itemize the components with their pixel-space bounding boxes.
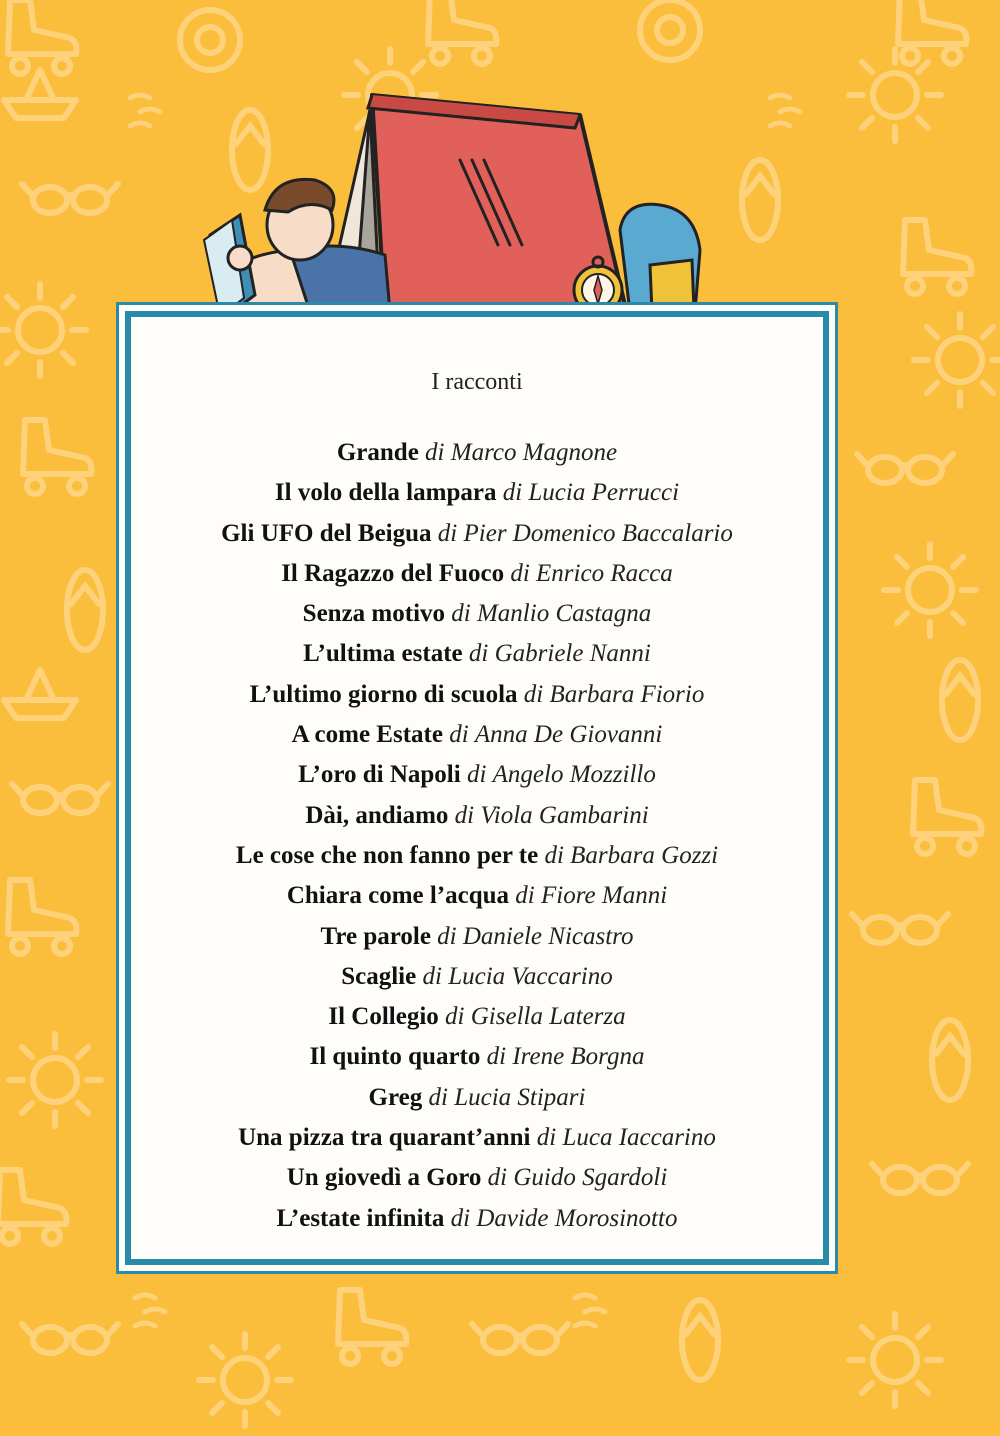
story-author: Barbara Gozzi (570, 841, 719, 869)
story-entry (119, 514, 835, 554)
story-title: Il Ragazzo del Fuoco (281, 559, 505, 587)
story-author: Guido Sgardoli (513, 1164, 668, 1192)
story-title: A come Estate (291, 721, 443, 749)
author-prefix: di (523, 680, 544, 708)
author-prefix: di (487, 1164, 508, 1192)
story-title: L’estate infinita (276, 1204, 445, 1232)
author-prefix: di (486, 1043, 507, 1071)
story-title: Il Collegio (328, 1003, 439, 1031)
story-author: Davide Morosinotto (476, 1204, 678, 1232)
story-title: Greg (368, 1083, 423, 1111)
story-title: Le cose che non fanno per te (235, 841, 539, 869)
author-prefix: di (450, 1204, 471, 1232)
author-prefix: di (449, 721, 469, 749)
author-prefix: di (515, 882, 535, 910)
story-entry (119, 554, 835, 594)
story-entry (119, 675, 835, 715)
author-prefix: di (428, 1083, 448, 1111)
story-entry (119, 634, 835, 674)
story-entry (119, 957, 835, 997)
section-heading: I racconti (431, 369, 523, 395)
story-author: Angelo Mozzillo (492, 761, 656, 789)
author-prefix: di (502, 479, 523, 507)
story-entry (119, 997, 835, 1037)
author-prefix: di (451, 600, 471, 628)
author-prefix: di (544, 841, 564, 869)
story-title: Il volo della lampara (274, 479, 497, 507)
story-title: Dài, andiamo (305, 801, 449, 829)
author-prefix: di (466, 761, 487, 789)
author-prefix: di (445, 1003, 465, 1031)
story-author: Lucia Vaccarino (448, 962, 613, 990)
story-title: Un giovedì a Goro (286, 1164, 482, 1192)
story-title: Il quinto quarto (309, 1043, 481, 1071)
story-author: Fiore Manni (541, 882, 668, 910)
author-prefix: di (536, 1124, 557, 1152)
story-author: Gisella Laterza (470, 1003, 626, 1031)
story-title: Senza motivo (302, 600, 446, 628)
story-title: Una pizza tra quarant’anni (238, 1124, 531, 1152)
story-list (119, 433, 835, 1239)
story-entry (119, 1118, 835, 1158)
story-entry (119, 1037, 835, 1077)
story-title: Chiara come l’acqua (286, 882, 510, 910)
reading-kid-tent-illustration (180, 80, 740, 330)
story-author: Barbara Fiorio (549, 680, 705, 708)
story-entry (119, 594, 835, 634)
story-entry (119, 876, 835, 916)
story-author: Pier Domenico Baccalario (463, 519, 733, 547)
story-author: Manlio Castagna (476, 600, 652, 628)
story-entry (119, 836, 835, 876)
author-prefix: di (468, 640, 489, 668)
story-entry (119, 796, 835, 836)
author-prefix: di (437, 519, 458, 547)
story-entry (119, 473, 835, 513)
story-title: Tre parole (320, 922, 431, 950)
story-author: Lucia Stipari (454, 1083, 586, 1111)
story-entry (119, 433, 835, 473)
story-title: L’ultima estate (303, 640, 463, 668)
author-prefix: di (454, 801, 475, 829)
table-of-contents-card (116, 302, 838, 1274)
story-author: Lucia Perrucci (528, 479, 680, 507)
backpack-icon (620, 204, 700, 312)
story-entry (119, 917, 835, 957)
story-author: Anna De Giovanni (474, 721, 663, 749)
story-title: Grande (336, 439, 419, 466)
story-author: Irene Borgna (512, 1043, 645, 1071)
story-title: L’ultimo giorno di scuola (249, 680, 518, 708)
story-entry (119, 1199, 835, 1239)
story-author: Luca Iaccarino (562, 1124, 716, 1152)
story-author: Enrico Racca (536, 559, 673, 587)
story-entry (119, 755, 835, 795)
story-title: Scaglie (341, 962, 417, 990)
story-author: Gabriele Nanni (494, 640, 651, 668)
author-prefix: di (437, 922, 457, 950)
author-prefix: di (422, 962, 442, 990)
story-entry (119, 715, 835, 755)
author-prefix: di (510, 559, 530, 587)
author-prefix: di (425, 439, 445, 466)
story-author: Marco Magnone (450, 439, 618, 466)
story-entry (119, 1158, 835, 1198)
story-author: Daniele Nicastro (462, 922, 634, 950)
story-entry (119, 1078, 835, 1118)
story-title: L’oro di Napoli (298, 761, 461, 789)
story-title: Gli UFO del Beigua (221, 519, 432, 547)
story-author: Viola Gambarini (480, 801, 649, 829)
